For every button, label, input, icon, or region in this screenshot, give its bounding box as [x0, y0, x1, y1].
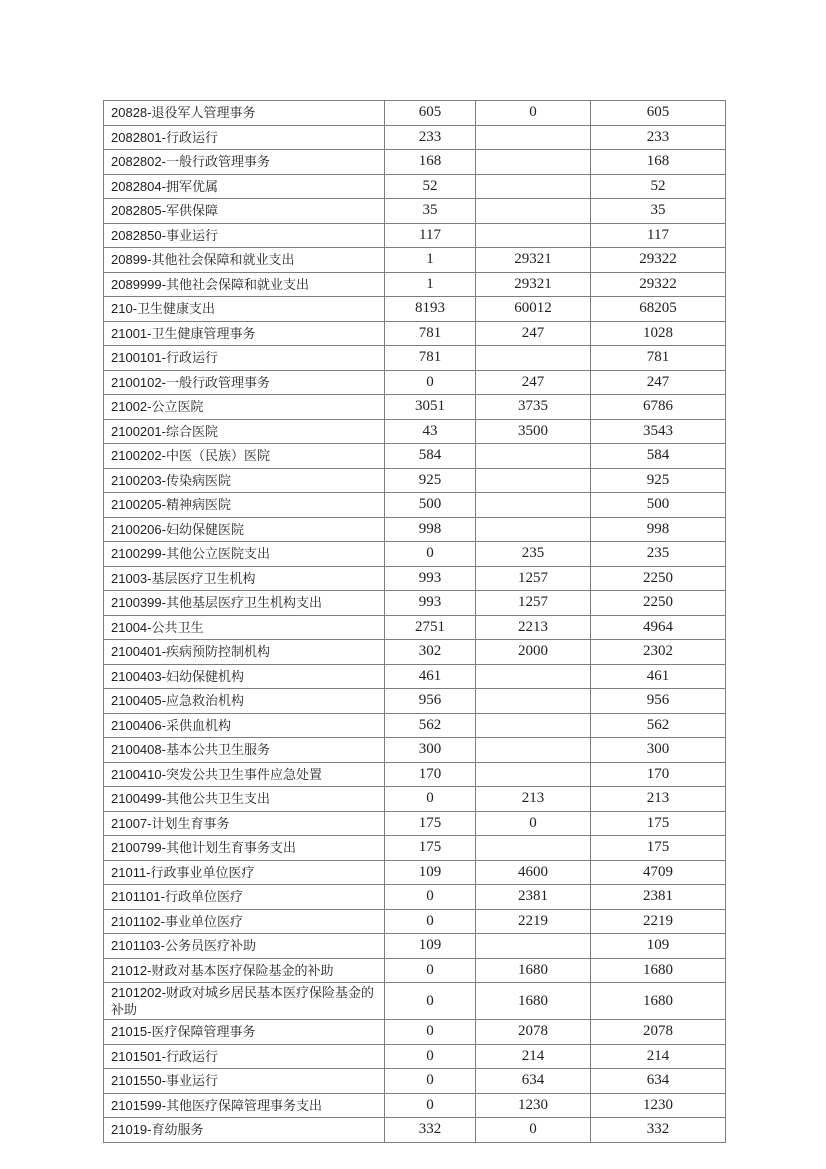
budget-table-body: [104, 101, 726, 1143]
item-label-cell: 2101599-其他医疗保障管理事务支出: [104, 1093, 385, 1118]
table-row: [104, 909, 726, 934]
value-cell: [476, 125, 591, 150]
value-cell: 0: [385, 885, 476, 910]
item-label-cell: 2101501-行政运行: [104, 1044, 385, 1069]
item-label-cell: 2101550-事业运行: [104, 1069, 385, 1094]
item-label-cell: 2100799-其他计划生育事务支出: [104, 836, 385, 861]
table-row: [104, 493, 726, 518]
item-label-cell: 2100401-疾病预防控制机构: [104, 640, 385, 665]
item-label-cell: 2100201-综合医院: [104, 419, 385, 444]
table-row: [104, 125, 726, 150]
value-cell: 43: [385, 419, 476, 444]
table-row: [104, 248, 726, 273]
value-cell: 0: [385, 909, 476, 934]
item-label-cell: 2100202-中医（民族）医院: [104, 444, 385, 469]
value-cell: 52: [591, 174, 726, 199]
value-cell: 2250: [591, 591, 726, 616]
value-cell: 562: [591, 713, 726, 738]
item-label-cell: 2100102-一般行政管理事务: [104, 370, 385, 395]
value-cell: 175: [591, 811, 726, 836]
table-row: [104, 885, 726, 910]
value-cell: 170: [385, 762, 476, 787]
value-cell: 332: [385, 1118, 476, 1143]
item-label-cell: 21004-公共卫生: [104, 615, 385, 640]
value-cell: 2000: [476, 640, 591, 665]
value-cell: 781: [385, 346, 476, 371]
value-cell: 605: [591, 101, 726, 126]
value-cell: 213: [476, 787, 591, 812]
table-row: [104, 983, 726, 1020]
item-label-cell: 21003-基层医疗卫生机构: [104, 566, 385, 591]
table-row: [104, 762, 726, 787]
value-cell: 0: [385, 1044, 476, 1069]
value-cell: [476, 346, 591, 371]
item-label-cell: 2100299-其他公立医院支出: [104, 542, 385, 567]
value-cell: 2381: [591, 885, 726, 910]
table-row: [104, 836, 726, 861]
value-cell: 175: [385, 836, 476, 861]
item-label-cell: 2100405-应急救治机构: [104, 689, 385, 714]
value-cell: [476, 444, 591, 469]
value-cell: 168: [385, 150, 476, 175]
value-cell: 175: [385, 811, 476, 836]
value-cell: 35: [591, 199, 726, 224]
value-cell: 300: [591, 738, 726, 763]
value-cell: 2219: [476, 909, 591, 934]
item-label-cell: 2100406-采供血机构: [104, 713, 385, 738]
value-cell: 29321: [476, 248, 591, 273]
item-label-cell: 2089999-其他社会保障和就业支出: [104, 272, 385, 297]
value-cell: 781: [591, 346, 726, 371]
value-cell: 302: [385, 640, 476, 665]
table-row: [104, 297, 726, 322]
item-label-cell: 2101103-公务员医疗补助: [104, 934, 385, 959]
value-cell: [476, 468, 591, 493]
value-cell: 0: [385, 1069, 476, 1094]
value-cell: 247: [591, 370, 726, 395]
item-label-cell: 21001-卫生健康管理事务: [104, 321, 385, 346]
table-row: [104, 174, 726, 199]
value-cell: 109: [591, 934, 726, 959]
value-cell: 117: [385, 223, 476, 248]
value-cell: 956: [591, 689, 726, 714]
table-row: [104, 346, 726, 371]
table-row: [104, 958, 726, 983]
value-cell: 117: [591, 223, 726, 248]
item-label-cell: 21015-医疗保障管理事务: [104, 1020, 385, 1045]
value-cell: 993: [385, 566, 476, 591]
item-label-cell: 2100399-其他基层医疗卫生机构支出: [104, 591, 385, 616]
item-label-cell: 21012-财政对基本医疗保险基金的补助: [104, 958, 385, 983]
table-row: [104, 101, 726, 126]
value-cell: 109: [385, 860, 476, 885]
item-label-cell: 2100403-妇幼保健机构: [104, 664, 385, 689]
table-row: [104, 468, 726, 493]
value-cell: [476, 689, 591, 714]
value-cell: 0: [476, 1118, 591, 1143]
value-cell: 1: [385, 272, 476, 297]
value-cell: 956: [385, 689, 476, 714]
value-cell: 584: [385, 444, 476, 469]
value-cell: 29322: [591, 248, 726, 273]
value-cell: [476, 934, 591, 959]
value-cell: 247: [476, 370, 591, 395]
item-label-cell: 2100499-其他公共卫生支出: [104, 787, 385, 812]
table-row: [104, 713, 726, 738]
value-cell: 168: [591, 150, 726, 175]
value-cell: 3543: [591, 419, 726, 444]
table-row: [104, 1069, 726, 1094]
value-cell: 332: [591, 1118, 726, 1143]
value-cell: 300: [385, 738, 476, 763]
item-label-cell: 20828-退役军人管理事务: [104, 101, 385, 126]
value-cell: 35: [385, 199, 476, 224]
value-cell: 500: [591, 493, 726, 518]
item-label-cell: 2101202-财政对城乡居民基本医疗保险基金的补助: [104, 983, 385, 1020]
value-cell: 0: [385, 958, 476, 983]
table-row: [104, 1020, 726, 1045]
value-cell: 2250: [591, 566, 726, 591]
table-row: [104, 934, 726, 959]
table-row: [104, 419, 726, 444]
value-cell: 2078: [476, 1020, 591, 1045]
value-cell: [476, 836, 591, 861]
item-label-cell: 2082804-拥军优属: [104, 174, 385, 199]
value-cell: 4600: [476, 860, 591, 885]
value-cell: [476, 199, 591, 224]
value-cell: 4709: [591, 860, 726, 885]
value-cell: 3500: [476, 419, 591, 444]
value-cell: 0: [385, 370, 476, 395]
item-label-cell: 2100408-基本公共卫生服务: [104, 738, 385, 763]
item-label-cell: 2100205-精神病医院: [104, 493, 385, 518]
value-cell: 461: [591, 664, 726, 689]
value-cell: 247: [476, 321, 591, 346]
value-cell: 2219: [591, 909, 726, 934]
value-cell: 2078: [591, 1020, 726, 1045]
value-cell: [476, 150, 591, 175]
value-cell: 562: [385, 713, 476, 738]
value-cell: 993: [385, 591, 476, 616]
value-cell: [476, 664, 591, 689]
value-cell: 1230: [591, 1093, 726, 1118]
value-cell: 175: [591, 836, 726, 861]
value-cell: 2751: [385, 615, 476, 640]
value-cell: 3735: [476, 395, 591, 420]
table-row: [104, 860, 726, 885]
value-cell: 233: [385, 125, 476, 150]
value-cell: 29322: [591, 272, 726, 297]
value-cell: 605: [385, 101, 476, 126]
value-cell: 52: [385, 174, 476, 199]
value-cell: 6786: [591, 395, 726, 420]
table-row: [104, 811, 726, 836]
item-label-cell: 2100101-行政运行: [104, 346, 385, 371]
table-row: [104, 689, 726, 714]
value-cell: 2381: [476, 885, 591, 910]
value-cell: 1257: [476, 566, 591, 591]
value-cell: 0: [385, 983, 476, 1020]
value-cell: 2302: [591, 640, 726, 665]
table-row: [104, 321, 726, 346]
value-cell: 925: [385, 468, 476, 493]
value-cell: 214: [476, 1044, 591, 1069]
item-label-cell: 21007-计划生育事务: [104, 811, 385, 836]
table-row: [104, 517, 726, 542]
item-label-cell: 2100203-传染病医院: [104, 468, 385, 493]
table-row: [104, 1044, 726, 1069]
value-cell: 461: [385, 664, 476, 689]
item-label-cell: 2101102-事业单位医疗: [104, 909, 385, 934]
value-cell: 68205: [591, 297, 726, 322]
table-row: [104, 199, 726, 224]
value-cell: 1230: [476, 1093, 591, 1118]
value-cell: 1680: [476, 983, 591, 1020]
item-label-cell: 20899-其他社会保障和就业支出: [104, 248, 385, 273]
value-cell: 1680: [476, 958, 591, 983]
item-label-cell: 2082801-行政运行: [104, 125, 385, 150]
table-row: [104, 738, 726, 763]
value-cell: [476, 223, 591, 248]
value-cell: 500: [385, 493, 476, 518]
value-cell: 60012: [476, 297, 591, 322]
value-cell: 634: [591, 1069, 726, 1094]
value-cell: 0: [385, 1020, 476, 1045]
value-cell: [476, 762, 591, 787]
value-cell: 634: [476, 1069, 591, 1094]
table-row: [104, 370, 726, 395]
value-cell: 1680: [591, 958, 726, 983]
budget-table: [103, 100, 726, 1143]
value-cell: 235: [476, 542, 591, 567]
value-cell: 584: [591, 444, 726, 469]
value-cell: 214: [591, 1044, 726, 1069]
value-cell: 1: [385, 248, 476, 273]
value-cell: 109: [385, 934, 476, 959]
value-cell: 233: [591, 125, 726, 150]
value-cell: [476, 174, 591, 199]
item-label-cell: 2082850-事业运行: [104, 223, 385, 248]
table-row: [104, 615, 726, 640]
table-row: [104, 1093, 726, 1118]
value-cell: 170: [591, 762, 726, 787]
item-label-cell: 2101101-行政单位医疗: [104, 885, 385, 910]
value-cell: 3051: [385, 395, 476, 420]
value-cell: 0: [385, 542, 476, 567]
table-row: [104, 566, 726, 591]
value-cell: 998: [591, 517, 726, 542]
table-row: [104, 395, 726, 420]
value-cell: 1028: [591, 321, 726, 346]
value-cell: [476, 493, 591, 518]
item-label-cell: 2082802-一般行政管理事务: [104, 150, 385, 175]
value-cell: [476, 738, 591, 763]
table-row: [104, 640, 726, 665]
value-cell: 235: [591, 542, 726, 567]
item-label-cell: 21011-行政事业单位医疗: [104, 860, 385, 885]
value-cell: 1257: [476, 591, 591, 616]
item-label-cell: 21002-公立医院: [104, 395, 385, 420]
item-label-cell: 2082805-军供保障: [104, 199, 385, 224]
table-row: [104, 272, 726, 297]
value-cell: 8193: [385, 297, 476, 322]
value-cell: 0: [476, 101, 591, 126]
item-label-cell: 2100410-突发公共卫生事件应急处置: [104, 762, 385, 787]
value-cell: 998: [385, 517, 476, 542]
item-label-cell: 21019-育幼服务: [104, 1118, 385, 1143]
value-cell: 29321: [476, 272, 591, 297]
table-row: [104, 664, 726, 689]
value-cell: [476, 517, 591, 542]
value-cell: 213: [591, 787, 726, 812]
table-row: [104, 591, 726, 616]
table-row: [104, 444, 726, 469]
item-label-cell: 210-卫生健康支出: [104, 297, 385, 322]
value-cell: 0: [385, 1093, 476, 1118]
table-row: [104, 787, 726, 812]
value-cell: 781: [385, 321, 476, 346]
value-cell: [476, 713, 591, 738]
table-row: [104, 542, 726, 567]
value-cell: 1680: [591, 983, 726, 1020]
value-cell: 0: [385, 787, 476, 812]
value-cell: 925: [591, 468, 726, 493]
table-row: [104, 150, 726, 175]
value-cell: 0: [476, 811, 591, 836]
value-cell: 2213: [476, 615, 591, 640]
value-cell: 4964: [591, 615, 726, 640]
item-label-cell: 2100206-妇幼保健医院: [104, 517, 385, 542]
table-row: [104, 223, 726, 248]
table-row: [104, 1118, 726, 1143]
